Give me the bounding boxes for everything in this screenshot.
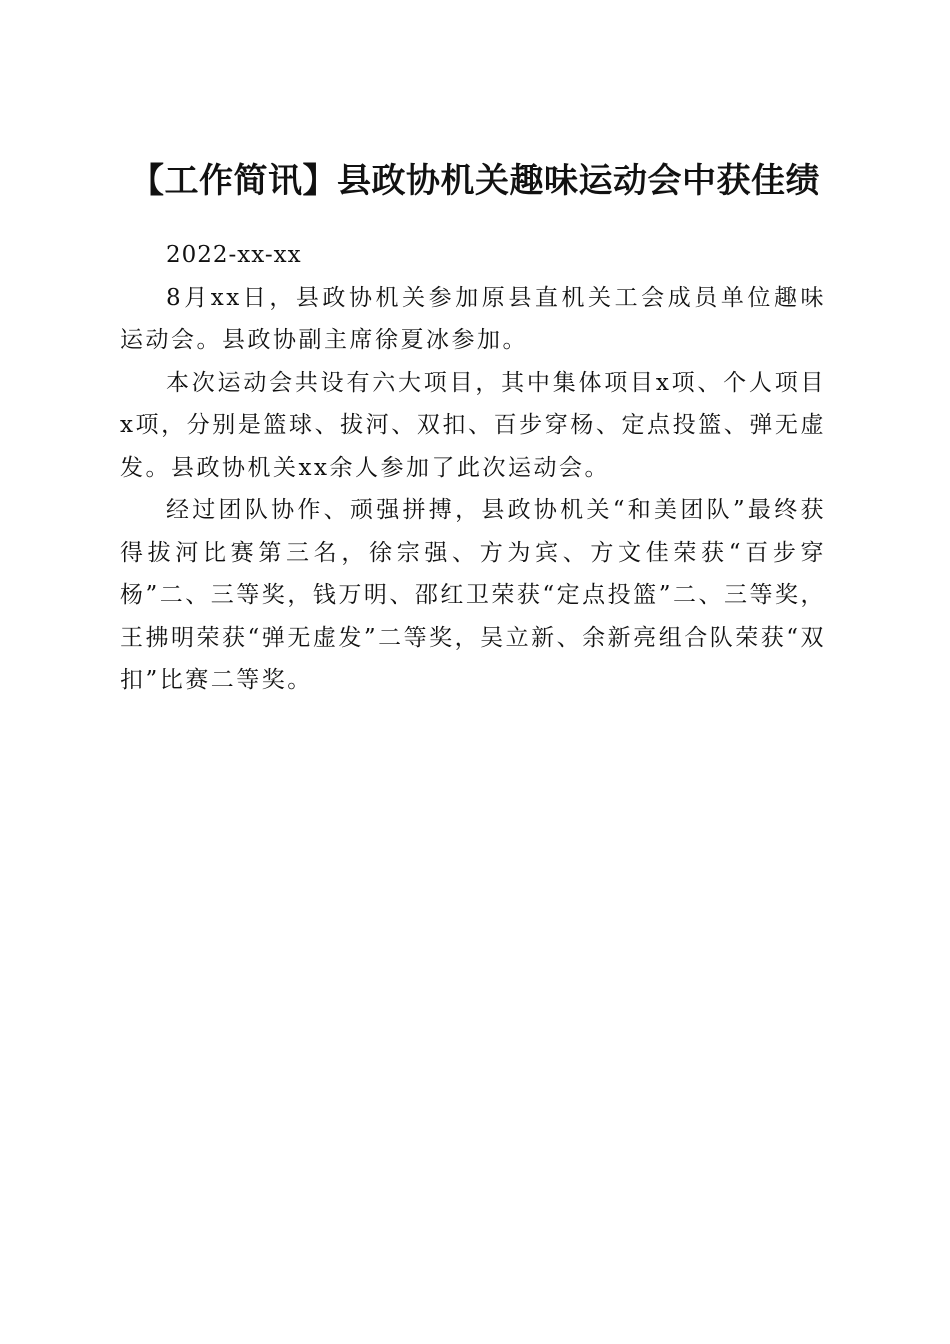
paragraph-intro: 8月xx日，县政协机关参加原县直机关工会成员单位趣味运动会。县政协副主席徐夏冰参加。 bbox=[120, 284, 826, 353]
paragraph-events: 本次运动会共设有六大项目，其中集体项目x项、个人项目x项，分别是篮球、拔河、双扣、百步穿杨、定点投篮、弹无虚发。县政协机关xx余人参加了此次运动会。 bbox=[120, 369, 826, 481]
document-date: 2022-xx-xx bbox=[166, 242, 302, 268]
document-title: 【工作简讯】县政协机关趣味运动会中获佳绩 bbox=[130, 160, 820, 201]
document-body bbox=[120, 234, 826, 702]
paragraph-results: 经过团队协作、顽强拼搏，县政协机关“和美团队”最终获得拔河比赛第三名，徐宗强、方为宾、方文佳荣获“百步穿杨”二、三等奖，钱万明、邵红卫荣获“定点投篮”二、三等奖，王拂明荣获“弹无虚发”二等奖，吴立新、余新亮组合队荣获“双扣”比赛二等奖。 bbox=[120, 497, 826, 693]
